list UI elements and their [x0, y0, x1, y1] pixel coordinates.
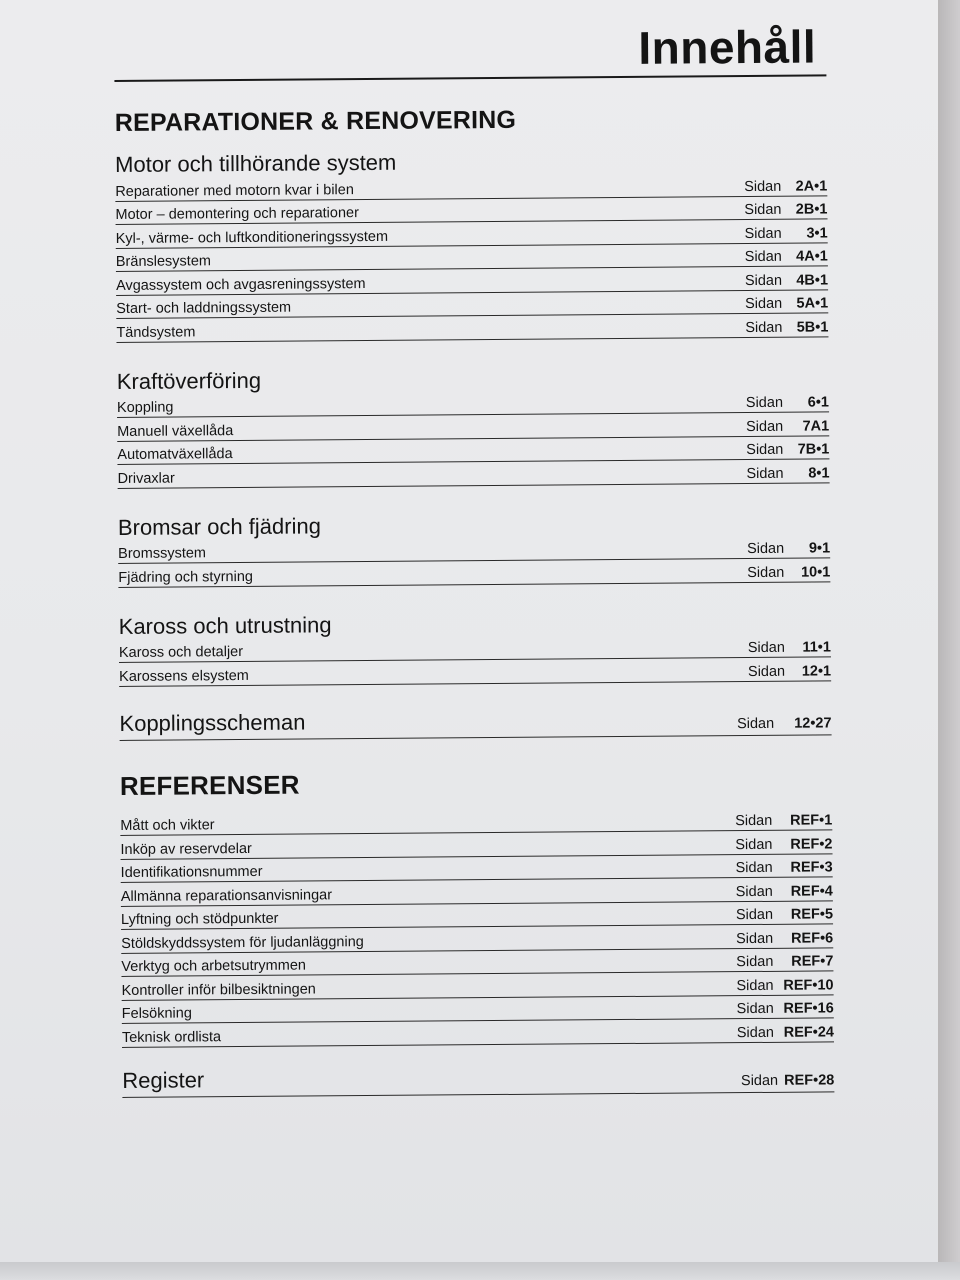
part-heading-repairs: REPARATIONER & RENOVERING — [114, 105, 517, 137]
page-number: REF•4 — [790, 882, 833, 900]
page-number: REF•24 — [783, 1023, 834, 1041]
toc-entry-label: Start- och laddningssystem — [116, 299, 292, 317]
toc-entry-label: Kaross och detaljer — [118, 644, 244, 661]
toc-entry-label: Automatväxellåda — [117, 446, 233, 463]
page-number: REF•7 — [791, 953, 834, 970]
page-prefix: Sidan — [736, 1000, 774, 1018]
page-prefix: Sidan — [736, 953, 774, 971]
references-list — [120, 807, 834, 1048]
page-prefix: Sidan — [746, 465, 784, 482]
page-prefix: Sidan — [736, 1024, 774, 1041]
toc-entry-label: Teknisk ordlista — [121, 1028, 222, 1046]
page-number: REF•10 — [783, 976, 834, 994]
page-number: 7B•1 — [797, 441, 830, 458]
page-number: REF•6 — [790, 929, 834, 947]
section-title: Kraftöverföring — [116, 367, 262, 394]
page-prefix: Sidan — [745, 394, 784, 412]
toc-entry-label: Bromssystem — [118, 545, 207, 562]
toc-entry-label: Allmänna reparationsanvisningar — [120, 886, 333, 905]
page-number: REF•16 — [783, 1000, 834, 1017]
page-prefix: Sidan — [746, 540, 785, 558]
register-row — [122, 1060, 834, 1098]
toc-entry-label: Mått och vikter — [120, 817, 215, 834]
page-prefix: Sidan — [746, 418, 784, 435]
toc-entry-label: Reparationer med motorn kvar i bilen — [115, 181, 354, 200]
toc-row — [119, 657, 831, 686]
page-number: 9•1 — [808, 540, 831, 557]
page-prefix: Sidan — [745, 319, 783, 336]
page-number: REF•1 — [790, 812, 833, 829]
page-prefix: Sidan — [736, 977, 774, 994]
page-number: REF•3 — [790, 859, 833, 876]
page-number: REF•28 — [784, 1071, 835, 1089]
page-shadow — [938, 0, 960, 1280]
page-prefix: Sidan — [735, 883, 773, 900]
page-prefix: Sidan — [736, 715, 775, 732]
toc-section — [119, 608, 832, 687]
toc-entry-label: Bränslesystem — [115, 253, 212, 270]
toc-entry-label: Kyl-, värme- och luftkonditioneringssystem — [115, 228, 389, 247]
toc-row — [116, 313, 828, 342]
toc-entry-label: Karossens elsystem — [119, 667, 249, 685]
section-wiring — [119, 703, 831, 741]
page-title: Innehåll — [638, 20, 817, 74]
page-number: 10•1 — [800, 563, 831, 581]
section-title: Kaross och utrustning — [118, 611, 332, 639]
page-number: REF•5 — [790, 906, 834, 923]
page-number: 12•27 — [794, 714, 832, 732]
section-register — [122, 1060, 834, 1098]
toc-entry-label: Avgassystem och avgasreningssystem — [115, 275, 366, 294]
page-number: 6•1 — [807, 394, 830, 411]
toc-entry-label: Koppling — [116, 399, 174, 416]
register-label: Register — [122, 1066, 205, 1093]
wiring-row — [119, 703, 831, 741]
page-number: 4A•1 — [796, 248, 828, 265]
section-title: Bromsar och fjädring — [117, 512, 322, 540]
page-prefix: Sidan — [735, 906, 774, 924]
page-number: 4B•1 — [796, 271, 829, 289]
page-number: 8•1 — [808, 464, 830, 482]
page-number: 5A•1 — [796, 295, 829, 312]
page-prefix: Sidan — [735, 836, 773, 853]
page-number: 12•1 — [801, 662, 832, 680]
page-prefix: Sidan — [740, 1072, 779, 1089]
toc-section — [115, 146, 828, 342]
section-title: Motor och tillhörande system — [114, 149, 397, 177]
page-prefix: Sidan — [736, 930, 774, 947]
page-prefix: Sidan — [747, 564, 785, 581]
toc-entry-label: Verktyg och arbetsutrymmen — [121, 957, 307, 975]
page-number: 2B•1 — [795, 201, 828, 218]
repair-sections — [115, 146, 831, 686]
page-prefix: Sidan — [745, 295, 783, 313]
page-prefix: Sidan — [735, 859, 773, 877]
page-number: 5B•1 — [796, 318, 829, 336]
toc-entry-label: Identifikationsnummer — [120, 863, 263, 881]
toc-entry-label: Drivaxlar — [117, 470, 175, 487]
wiring-label: Kopplingsscheman — [119, 709, 306, 736]
page-prefix: Sidan — [744, 225, 782, 242]
page-number: REF•2 — [790, 835, 833, 853]
toc-entry-label: Lyftning och stödpunkter — [120, 910, 279, 928]
page-number: 3•1 — [806, 224, 828, 242]
page-prefix: Sidan — [744, 201, 782, 219]
page-prefix: Sidan — [747, 663, 786, 680]
toc-entry-label: Manuell växellåda — [117, 422, 234, 440]
toc-section — [118, 509, 831, 588]
toc-row — [118, 558, 830, 587]
page-prefix: Sidan — [744, 178, 782, 195]
page-number: 2A•1 — [795, 177, 828, 195]
page-prefix: Sidan — [746, 441, 784, 459]
toc-row — [117, 459, 829, 488]
toc-section — [117, 363, 830, 489]
toc-entry-label: Tändsystem — [116, 323, 196, 341]
page-prefix: Sidan — [735, 812, 773, 830]
page-number: 7A1 — [802, 417, 830, 435]
toc-entry-label: Kontroller inför bilbesiktningen — [121, 980, 316, 999]
page-prefix: Sidan — [744, 248, 782, 266]
toc-entry-label: Motor – demontering och reparationer — [115, 205, 359, 223]
page-number: 11•1 — [802, 639, 831, 656]
toc-entry-label: Fjädring och styrning — [118, 568, 253, 586]
page-prefix: Sidan — [747, 639, 785, 657]
toc-entry-label: Stöldskyddssystem för ljudanläggning — [121, 933, 364, 952]
page-prefix: Sidan — [744, 272, 783, 289]
part-heading-references: REFERENSER — [119, 769, 300, 801]
page-bottom-edge — [0, 1262, 960, 1280]
toc-entry-label: Felsökning — [121, 1005, 192, 1022]
table-of-contents — [114, 20, 834, 1097]
toc-entry-label: Inköp av reservdelar — [120, 840, 252, 858]
toc-row — [122, 1018, 834, 1047]
